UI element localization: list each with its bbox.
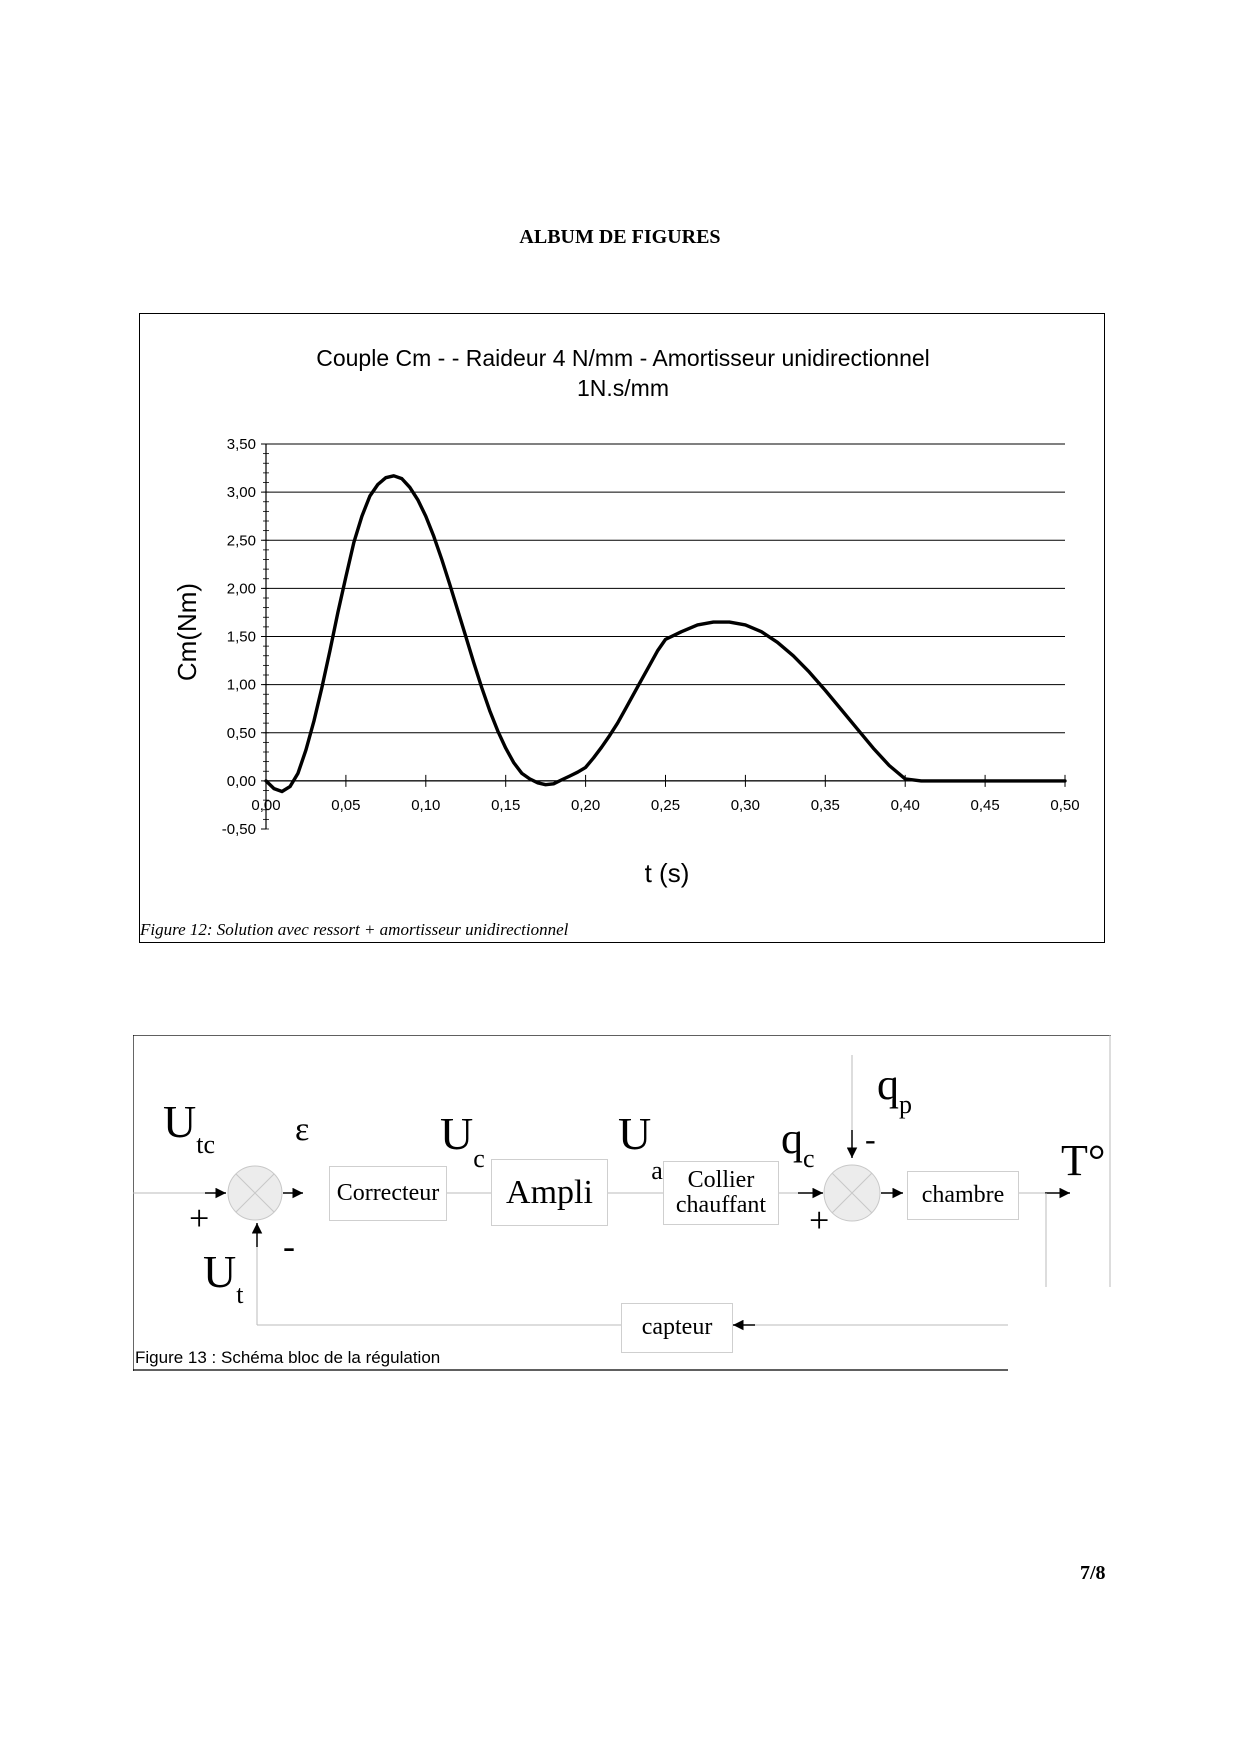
y-tick-label: 3,50: [226, 436, 256, 453]
chart-title-line2: 1N.s/mm: [577, 375, 669, 401]
qp-sub: p: [899, 1090, 912, 1119]
qp-main: q: [877, 1060, 899, 1109]
chart-title-line1: Couple Cm - - Raideur 4 N/mm - Amortisseur unidirectionnel: [316, 345, 930, 371]
page-number: 7/8: [1080, 1562, 1106, 1584]
x-tick-label: 0,40: [890, 796, 920, 814]
utc-main: U: [163, 1096, 197, 1147]
y-tick-label: 3,00: [226, 484, 256, 502]
x-tick-label: 0,45: [970, 796, 1000, 814]
signal-ut: [203, 1245, 244, 1309]
correcteur-label: Correcteur: [336, 1179, 440, 1206]
chambre-block: [907, 1171, 1019, 1220]
signal-qp: [877, 1059, 912, 1119]
signal-temperature: T°: [1061, 1136, 1106, 1185]
y-tick-label: 0,00: [226, 772, 256, 790]
collier-label-line1: Collier: [687, 1166, 755, 1193]
correcteur-block: [329, 1166, 447, 1221]
y-tick-label: 2,50: [226, 532, 256, 550]
ampli-label: Ampli: [506, 1173, 593, 1211]
qc-sub: c: [803, 1144, 815, 1173]
sign-minus-junction-2: -: [865, 1121, 876, 1157]
x-tick-label: 0,15: [491, 796, 521, 814]
sign-minus-junction-1: -: [283, 1226, 295, 1266]
x-tick-label: 0,25: [650, 796, 681, 814]
capteur-block: [621, 1303, 733, 1353]
capteur-label: capteur: [641, 1314, 713, 1341]
y-tick-label: 0,50: [226, 724, 256, 742]
figure-13-caption: Figure 13 : Schéma bloc de la régulation: [135, 1348, 441, 1367]
y-tick-label: -0,50: [221, 821, 256, 838]
y-tick-label: 1,50: [226, 628, 256, 646]
x-tick-label: 0,00: [251, 796, 281, 814]
qc-main: q: [781, 1114, 803, 1163]
page-title: ALBUM DE FIGURES: [519, 226, 721, 248]
collier-label-line2: chauffant: [675, 1192, 767, 1218]
x-tick-label: 0,50: [1050, 796, 1080, 814]
chambre-label: chambre: [921, 1181, 1005, 1208]
x-tick-label: 0,35: [810, 796, 840, 814]
ut-main: U: [203, 1246, 237, 1297]
signal-ua: [618, 1107, 663, 1185]
signal-qc: [781, 1113, 815, 1173]
x-tick-label: 0,30: [730, 796, 761, 814]
ua-sub: a: [651, 1156, 663, 1185]
utc-sub: tc: [196, 1130, 215, 1159]
y-tick-label: 2,00: [226, 580, 256, 598]
figure-13: [133, 1035, 1111, 1371]
x-axis-label: t (s): [644, 858, 690, 888]
x-tick-label: 0,10: [411, 796, 441, 814]
x-tick-label: 0,20: [570, 796, 601, 814]
signal-uc: [440, 1107, 485, 1173]
collier-chauffant-block: [663, 1161, 779, 1225]
y-axis-label: Cm(Nm): [172, 582, 202, 682]
sign-plus-junction-2: +: [809, 1200, 830, 1240]
signal-epsilon: ε: [295, 1111, 310, 1148]
uc-main: U: [440, 1108, 474, 1159]
chart: [140, 314, 1106, 944]
y-tick-label: 1,00: [226, 676, 256, 694]
sign-plus-junction-1: +: [189, 1198, 210, 1238]
x-tick-label: 0,05: [331, 796, 361, 814]
ua-main: U: [618, 1108, 652, 1159]
figure-12-caption: Figure 12: Solution avec ressort + amortisseur unidirectionnel: [140, 920, 569, 939]
uc-sub: c: [473, 1144, 485, 1173]
series-line-Cm: [266, 476, 1065, 792]
ampli-block: [491, 1159, 608, 1226]
signal-utc: [163, 1095, 215, 1159]
figure-12: [139, 313, 1105, 943]
ut-sub: t: [236, 1280, 244, 1309]
